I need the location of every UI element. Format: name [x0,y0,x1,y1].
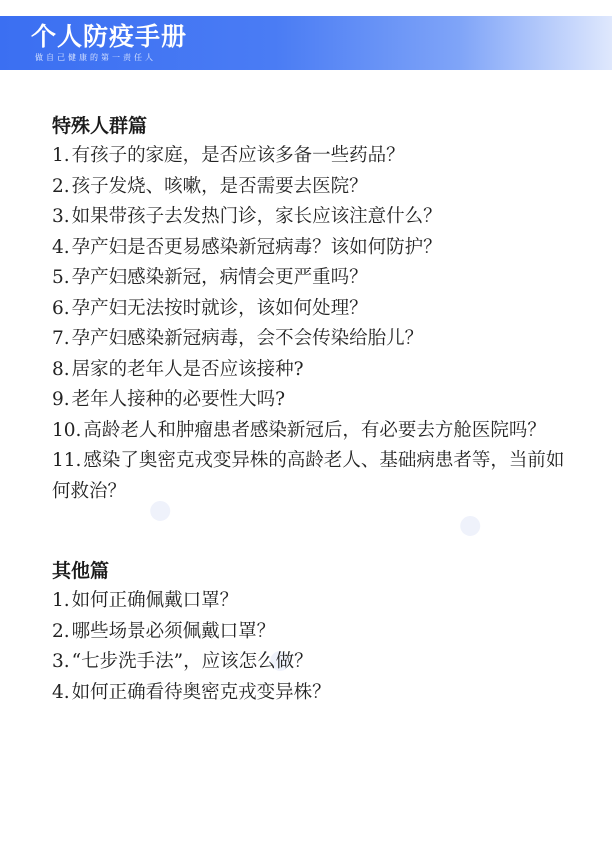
section-other [52,557,568,708]
section-special-groups [52,112,568,507]
question-item: 1. 如何正确佩戴口罩？ [52,590,239,611]
question-item: 2. 哪些场景必须佩戴口罩？ [52,620,276,642]
header-banner [0,16,612,70]
question-item: 3. “七步洗手法”，应该怎么做？ [52,651,313,672]
banner-subtitle: 做自己健康的第一责任人 [35,53,156,62]
section-spacer [52,507,568,557]
question-item: 6. 孕产妇无法按时就诊，该如何处理？ [52,297,368,319]
banner-title: 个人防疫手册 [31,22,188,51]
question-item: 9. 老年人接种的必要性大吗? [52,389,286,410]
document-body [52,112,568,708]
question-item: 8. 居家的老年人是否应该接种? [52,358,304,380]
question-item: 4. 如何正确看待奥密克戎变异株？ [52,681,331,703]
question-item: 11. 感染了奥密克戎变异株的高龄老人、基础病患者等，当前如何救治？ [52,450,565,502]
question-item: 1. 有孩子的家庭，是否应该多备一些药品？ [52,145,405,166]
question-item: 5. 孕产妇感染新冠，病情会更严重吗？ [52,267,368,288]
question-item: 10. 高龄老人和肿瘤患者感染新冠后，有必要去方舱医院吗？ [52,419,546,441]
question-item: 7. 孕产妇感染新冠病毒，会不会传染给胎儿？ [52,328,424,349]
question-list [52,586,568,708]
question-item: 2. 孩子发烧、咳嗽，是否需要去医院？ [52,175,368,197]
section-title: 其他篇 [52,560,110,582]
question-item: 3. 如果带孩子去发热门诊，家长应该注意什么？ [52,206,442,227]
question-item: 4. 孕产妇是否更易感染新冠病毒？该如何防护？ [52,236,442,258]
question-list [52,141,568,507]
section-title: 特殊人群篇 [52,115,148,137]
